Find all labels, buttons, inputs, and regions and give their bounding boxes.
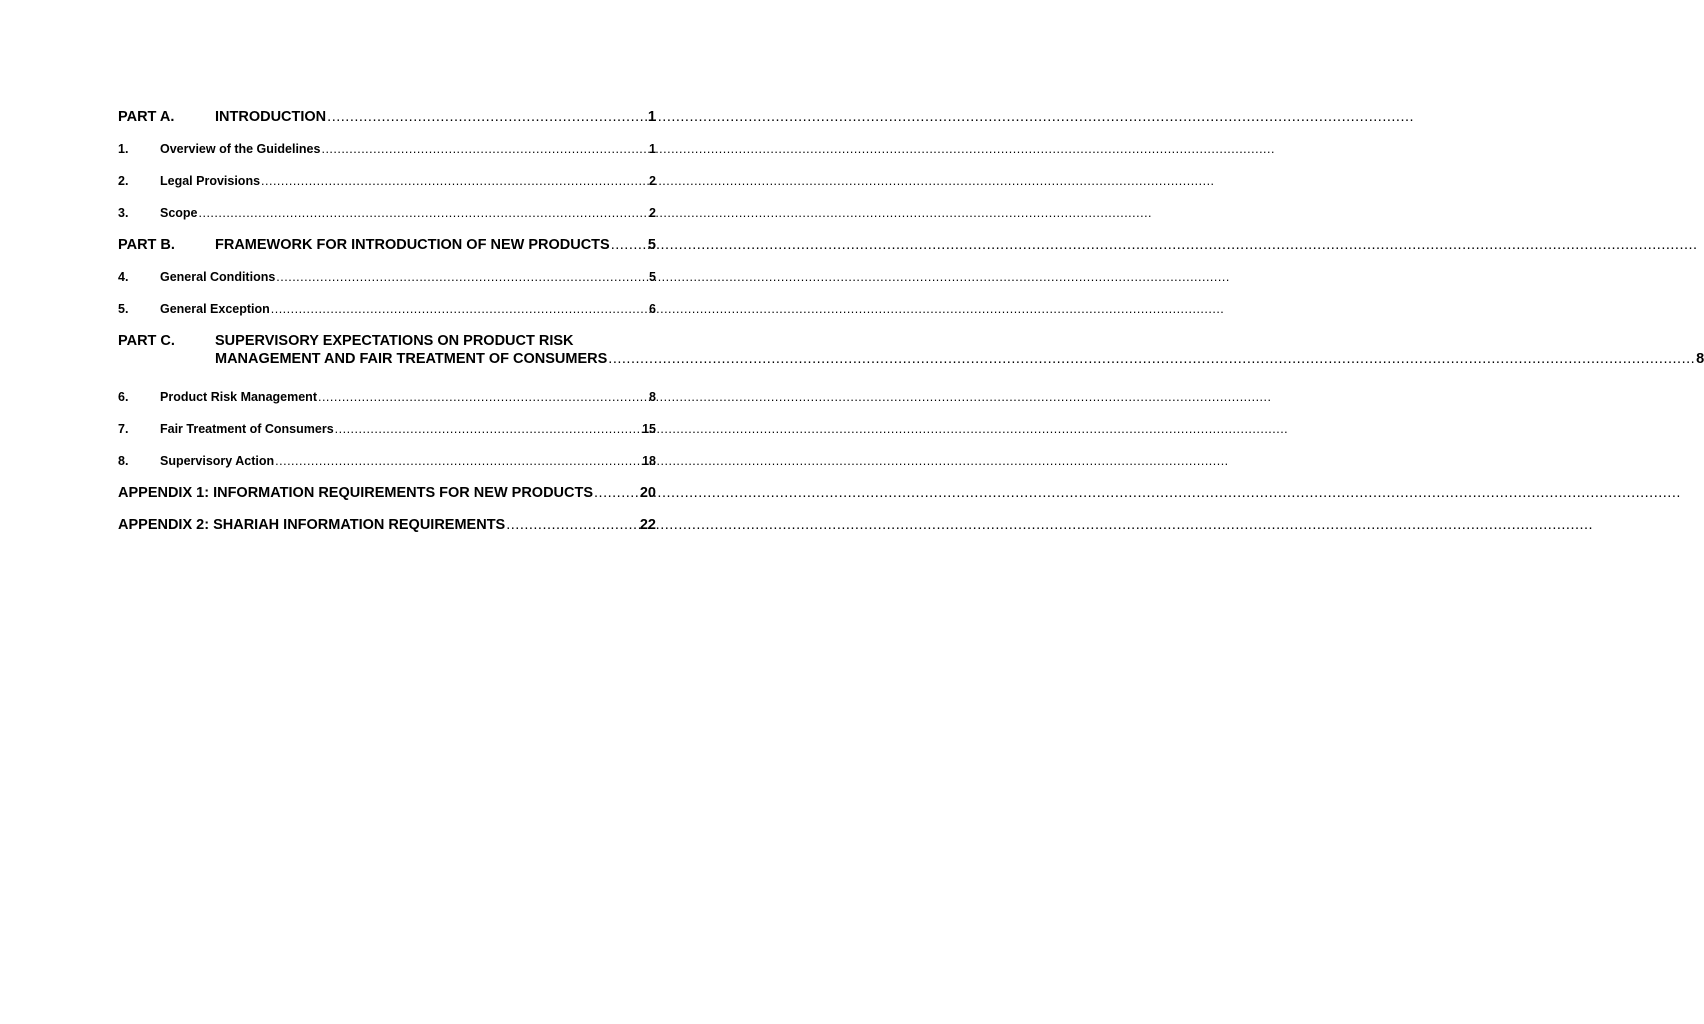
dot-leader xyxy=(271,298,648,320)
dot-leader xyxy=(611,234,647,256)
section-number: 7. xyxy=(118,422,129,436)
toc-part-b[interactable] xyxy=(118,234,656,266)
page-number: 2 xyxy=(649,174,656,188)
part-title: INTRODUCTION xyxy=(215,109,327,125)
section-number: 2. xyxy=(118,174,129,188)
page-number: 20 xyxy=(639,485,656,501)
dot-leader xyxy=(594,482,639,504)
appendix-title: APPENDIX 2: SHARIAH INFORMATION REQUIREMENTS xyxy=(118,517,506,533)
dot-leader xyxy=(506,514,639,536)
appendix-title: APPENDIX 1: INFORMATION REQUIREMENTS FOR NEW PRODUCTS xyxy=(118,485,594,501)
part-title-line-2: MANAGEMENT AND FAIR TREATMENT OF CONSUMERS xyxy=(215,351,608,367)
section-title: Fair Treatment of Consumers xyxy=(160,422,334,436)
section-title: Scope xyxy=(160,206,198,220)
part-title-line-1: SUPERVISORY EXPECTATIONS ON PRODUCT RISK xyxy=(215,333,574,349)
part-label: PART C. xyxy=(118,333,175,349)
toc-part-a[interactable] xyxy=(118,106,656,138)
section-number: 3. xyxy=(118,206,129,220)
dot-leader xyxy=(275,450,641,472)
page-number: 22 xyxy=(639,517,656,533)
dot-leader xyxy=(335,418,641,440)
part-title: FRAMEWORK FOR INTRODUCTION OF NEW PRODUCTS xyxy=(215,237,610,253)
dot-leader xyxy=(276,266,648,288)
toc-item[interactable] xyxy=(118,170,656,202)
part-label: PART B. xyxy=(118,237,175,253)
section-title: General Conditions xyxy=(160,270,276,284)
table-of-contents xyxy=(118,106,1704,546)
page-number: 6 xyxy=(649,302,656,316)
page-number: 15 xyxy=(642,422,656,436)
toc-item[interactable] xyxy=(118,202,656,234)
toc-item[interactable] xyxy=(118,450,656,482)
dot-leader xyxy=(318,386,648,408)
section-number: 6. xyxy=(118,390,129,404)
toc-item[interactable] xyxy=(118,418,656,450)
section-title: General Exception xyxy=(160,302,270,316)
dot-leader xyxy=(321,138,648,160)
section-number: 5. xyxy=(118,302,129,316)
section-number: 4. xyxy=(118,270,129,284)
page-number: 2 xyxy=(649,206,656,220)
page-number: 1 xyxy=(647,109,656,125)
section-number: 1. xyxy=(118,142,129,156)
toc-item[interactable] xyxy=(118,138,656,170)
toc-item[interactable] xyxy=(118,386,656,418)
section-title: Overview of the Guidelines xyxy=(160,142,321,156)
page-number: 5 xyxy=(647,237,656,253)
page-number: 1 xyxy=(649,142,656,156)
toc-appendix-2[interactable] xyxy=(118,514,656,546)
dot-leader xyxy=(261,170,648,192)
toc-item[interactable] xyxy=(118,266,656,298)
toc-part-c[interactable] xyxy=(118,330,1704,386)
section-title: Product Risk Management xyxy=(160,390,317,404)
part-label: PART A. xyxy=(118,109,175,125)
section-title: Supervisory Action xyxy=(160,454,275,468)
section-title: Legal Provisions xyxy=(160,174,261,188)
dot-leader xyxy=(199,202,649,224)
toc-appendix-1[interactable] xyxy=(118,482,656,514)
page-number: 5 xyxy=(649,270,656,284)
toc-item[interactable] xyxy=(118,298,656,330)
page-number: 8 xyxy=(1696,351,1704,367)
page-number: 18 xyxy=(642,454,656,468)
dot-leader xyxy=(327,106,647,128)
page-number: 8 xyxy=(649,390,656,404)
dot-leader xyxy=(608,350,1695,368)
section-number: 8. xyxy=(118,454,129,468)
